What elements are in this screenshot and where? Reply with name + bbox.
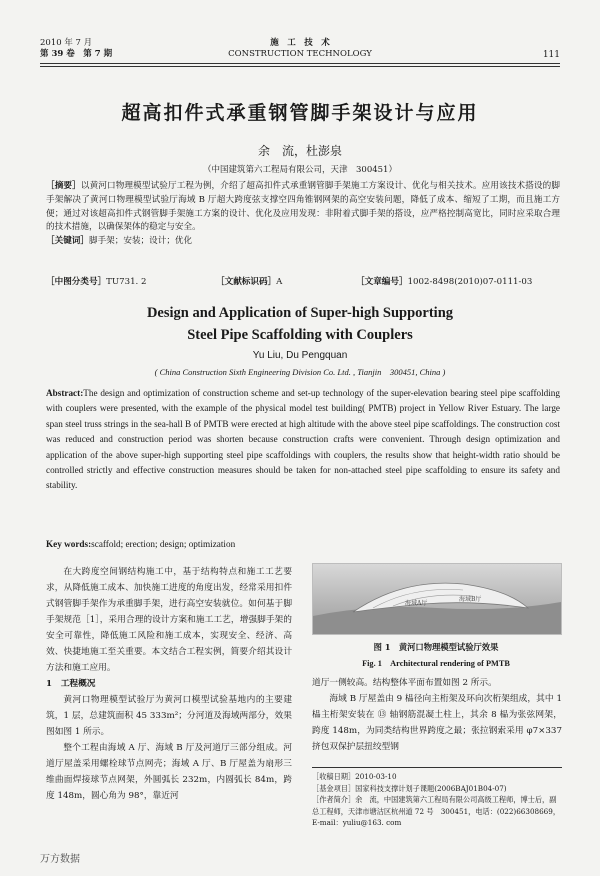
keywords-en: [46, 539, 235, 549]
section-heading: 1 工程概况: [46, 679, 96, 689]
authors-cn: 余 流，杜澎泉: [257, 144, 342, 158]
abstract-cn-label: ［摘要］: [46, 181, 81, 191]
footnote-author: ［作者简介］余 流，中国建筑第六工程局有限公司高级工程师，博士后，副总工程师，天津市塘沽区杭州道 72 号 300451，电话：(022)66308669，E-mail：yuliu@163. com: [312, 795, 561, 828]
journal-cn: 施 工 技 术: [270, 38, 330, 48]
article-value: 1002-8498(2010)07-0111-03: [407, 277, 533, 287]
title-cn: 超高扣件式承重钢管脚手架设计与应用: [121, 102, 479, 124]
keywords-cn-text: 脚手架；安装；设计；优化: [88, 236, 193, 247]
authors-en: Yu Liu, Du Pengquan: [252, 350, 348, 361]
overview-paragraph-2: 整个工程由海域 A 厅、海域 B 厅及河道厅三部分组成。河道厅屋盖采用螺栓球节点网壳；海域 A 厅、B 厅屋盖为扇形三维曲面焊接球节点网架，外圆弧长 232m，内圆弧长 84m，跨度 148m，圆心角为 98°，靠近河: [46, 743, 292, 801]
classification-line: [46, 275, 560, 287]
footer-watermark: 万方数据: [40, 854, 80, 865]
right-paragraph-2: 海域 B 厅屋盖由 9 榀径向主桁架及环向次桁架组成，其中 1 榀主桁架安装在 ⑬ 轴钢筋混凝土柱上，其余 8 榀为张弦网架，跨度 148m，为同类结构世界跨度之最；张拉钢索采用 φ7×337 挤包双保护层扭绞型钢: [312, 694, 562, 752]
header-journal: [0, 38, 600, 60]
abstract-cn: [46, 180, 560, 249]
title-en-line1: Design and Application of Super-high Supporting: [146, 305, 454, 321]
footnote-received: ［收稿日期］2010-03-10: [312, 772, 397, 781]
overview-paragraph-1: 黄河口物理模型试验厅为黄河口模型试验基地内的主要建筑，1 层，总建筑面积 45 333m²；分河道及海域两部分，效果图如图 1 所示。: [46, 695, 292, 737]
figure-label-a: 海域A厅: [405, 600, 428, 607]
doc-label: ［文献标识码］: [216, 277, 277, 287]
clc-value: TU731. 2: [106, 277, 147, 287]
figure-label-b: 海域B厅: [459, 596, 482, 603]
keywords-en-text: scaffold; erection; design; optimization: [91, 539, 236, 549]
header-rule-thin: [40, 66, 560, 67]
intro-paragraph: 在大跨度空间钢结构施工中，基于结构特点和施工工艺要求，从降低施工成本、加快施工进度的角度出发，经常采用扣件式钢管脚手架作为承重脚手架，进行高空安装就位。如何基于脚手架规范［1］，采用合理的设计方案和施工工艺，增强脚手架的安全可靠性，降低施工风险和施工成本，实现安全、经济、高效、快捷地施工至关重要。本文结合工程实例，简要介绍其设计方法和施工应用。: [46, 567, 292, 673]
abstract-en-label: Abstract:: [46, 388, 84, 398]
figure-caption-cn: 图 1 黄河口物理模型试验厅效果: [373, 642, 499, 652]
header-volume: 第 39 卷 第 7 期: [40, 49, 113, 59]
body-left-column: [46, 564, 292, 804]
page-number: 111: [542, 50, 560, 60]
affiliation-cn: （中国建筑第六工程局有限公司，天津 300451）: [203, 165, 397, 175]
body-right-column: [312, 675, 562, 755]
journal-en: CONSTRUCTION TECHNOLOGY: [228, 49, 372, 59]
footnote-fund: ［基金项目］国家科技支撑计划子课题(2006BAJ01B04-07): [312, 783, 507, 793]
header-date: 2010 年 7 月: [40, 38, 93, 48]
keywords-en-label: Key words:: [46, 539, 92, 549]
header-rule: [40, 63, 560, 64]
right-paragraph-1: 道厅一侧较高。结构整体平面布置如图 2 所示。: [312, 678, 497, 688]
abstract-en-text: The design and optimization of construction scheme and set-up technology of the super-elevation bearing steel pipe scaffolding with couplers were presented, with the example of the physical model test building( PMTB) project in Yellow River Estuary. The large span steel truss strings in the sea-hall B of PMTB were erected at high altitude with the above steel pipe scaffoldings. The construction cost was reduced and construction period was shorten because construction crafts were convenient. Through design optimization and application of the above super-high supporting steel pipe scaffoldings with couplers, the results show that height-width ratio should be controlled strictly and effective construction measures should be taken for non-attached steel pipe scaffolding to ensure its safety and stability.: [46, 388, 560, 491]
title-en-line2: Steel Pipe Scaffolding with Couplers: [187, 327, 413, 343]
footnote-box: [312, 767, 562, 829]
doc-value: A: [276, 277, 283, 287]
abstract-en: [46, 386, 560, 494]
figure-caption-en: Fig. 1 Architectural rendering of PMTB: [362, 659, 510, 668]
building-rendering-image: [313, 564, 561, 634]
affiliation-en: ( China Construction Sixth Engineering Division Co. Ltd. , Tianjin 300451, China ): [154, 367, 446, 377]
abstract-cn-text: 以黄河口物理模型试验厅工程为例，介绍了超高扣件式承重钢管脚手架施工方案设计、优化与相关技术。应用该技术搭设的脚手架解决了黄河口物理模型试验厅海域 B 厅超大跨度弦支撑空四角锥钢网架的高空安装问题，降低了成本、缩短了工期，而且施工方便；通过对该超高扣件式钢管脚手架施工方案的设计、优化及应用发现：非附着式脚手架的搭设，应严格控制高宽比，同时应采取合理的技术措施，以确保架体的稳定与安全。: [46, 181, 560, 233]
keywords-cn-label: ［关键词］: [46, 236, 89, 247]
clc-label: ［中图分类号］: [46, 277, 107, 287]
article-label: ［文章编号］: [356, 277, 408, 287]
figure-rendering: [312, 563, 562, 635]
title-en: [0, 302, 600, 346]
